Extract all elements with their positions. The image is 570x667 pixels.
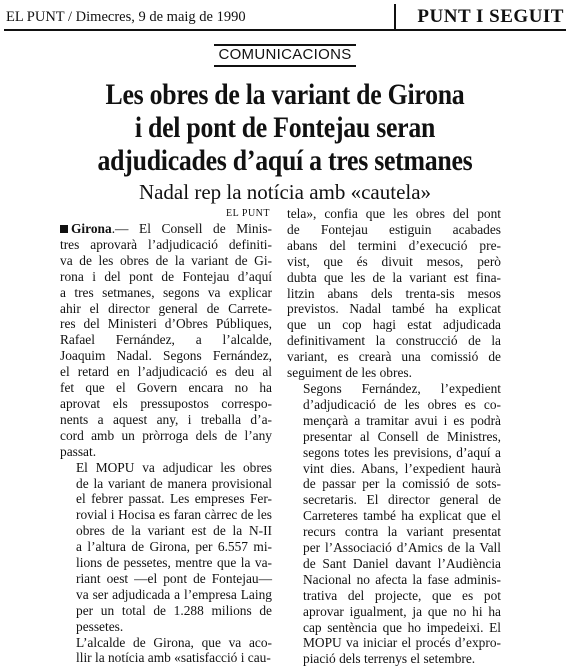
article-line: va de les obres de la variant de Gi-: [60, 252, 272, 268]
article-column-right: [287, 206, 501, 667]
article-line: a l’altura de Girona, per 6.557 mi-: [76, 539, 272, 555]
article-line: abans del termini d’execució pre-: [287, 237, 501, 253]
article-line: aprovat els pressupostos correspo-: [60, 395, 272, 411]
article-line: pessetes.: [76, 618, 124, 634]
article-line: cord amb un pròrroga dels de l’any: [60, 427, 272, 443]
masthead-section-title: PUNT I SEGUIT: [417, 6, 564, 27]
article-line: rovial i Hocisa es faran càrrec de les: [76, 507, 272, 523]
article-line: Nacional no afecta la fase adminis-: [303, 571, 501, 587]
article-paragraph: [287, 206, 501, 381]
headline-line-3: adjudicades d’aquí a tres setmanes: [97, 144, 473, 177]
paragraph-marker-square: [60, 225, 68, 233]
article-line: nents a aquest any, i treballa d’a-: [60, 411, 272, 427]
article-line: aprovar igualment, ja que no hi ha: [303, 603, 501, 619]
article-line: previstos. Nadal també ha explicat: [287, 301, 501, 317]
article-line: lions de pessetes, mentre que la va-: [76, 555, 272, 571]
article-line: variant, es crearà una comissió de: [287, 349, 501, 365]
section-label-wrap: [0, 44, 570, 67]
article-line: vint dies. Abans, l’expedient haurà: [303, 460, 501, 476]
article-line: tres aprovarà l’adjudicació definiti-: [60, 236, 272, 252]
masthead: [4, 6, 566, 30]
article-column-left: [60, 206, 272, 666]
subheadline: Nadal rep la notícia amb «cautela»: [138, 180, 432, 204]
article-line: vist, que és divuit mesos, però: [287, 253, 501, 269]
article-line: recurs contra la variant presentat: [303, 524, 501, 540]
article-line: llir la notícia amb «satisfacció i cau-: [76, 650, 271, 666]
article-line: L’alcalde de Girona, que va aco-: [76, 634, 272, 650]
headline: [49, 78, 522, 177]
article-line: que un cop hagi estat adjudicada: [287, 317, 501, 333]
article-line: cap sentència que ho impedeixi. El: [303, 619, 501, 635]
article-line: de Sant Daniel davant l’Audiència: [303, 555, 501, 571]
article-line: de la variant de manera provisional: [76, 475, 272, 491]
article-line: trativa del projecte, que es pot: [303, 587, 501, 603]
article-line: presentar al Consell de Ministres,: [303, 428, 501, 444]
article-line: dubta que les de la variant est fina-: [287, 269, 501, 285]
article-line: Girona.— El Consell de Minis-: [60, 221, 272, 237]
article-paragraph: [60, 460, 272, 635]
article-line: rona i del pont de Fontejau d’aquí: [60, 268, 272, 284]
article-line: Carreteres també ha explicat que el: [303, 508, 501, 524]
article-line: de passar per la comissió de sots-: [303, 476, 501, 492]
byline: EL PUNT: [226, 208, 270, 219]
article-line: per un total de 1.288 milions de: [76, 602, 272, 618]
article-line: El MOPU va adjudicar les obres: [76, 459, 272, 475]
article-line: definitivament la construcció de la: [287, 333, 501, 349]
article-line: res del Ministeri d’Obres Públiques,: [60, 316, 272, 332]
masthead-divider: [394, 4, 396, 29]
article-paragraph: [60, 635, 272, 667]
article-line: segons totes les previsions, d’aquí a: [303, 444, 501, 460]
article-line: fet que el Govern encara no ha: [60, 380, 272, 396]
article-line: el retard en l’adjudicació es deu al: [60, 364, 272, 380]
article-line: Joaquim Nadal. Segons Fernández,: [60, 348, 272, 364]
article-line: mençarà a tramitar avui i es podrà: [303, 412, 501, 428]
headline-line-1: Les obres de la variant de Girona: [105, 78, 465, 111]
masthead-rule: [4, 29, 566, 31]
article-line: Segons Fernández, l’expedient: [303, 380, 501, 396]
article-line: obres de la variant est de la N-II: [76, 523, 272, 539]
article-line: seguiment de les obres.: [287, 365, 412, 381]
headline-line-2: i del pont de Fontejau seran: [134, 111, 436, 144]
article-line: Rafael Fernández, a l’alcalde,: [60, 332, 272, 348]
article-line: el febrer passat. Les empreses Fer-: [76, 491, 272, 507]
article-line: ahir el director general de Carrete-: [60, 300, 272, 316]
article-line: riant oest —el pont de Fontejau—: [76, 570, 272, 586]
article-line: passat.: [60, 443, 97, 459]
article-line: va ser adjudicada a l’empresa Laing: [76, 586, 272, 602]
article-line: a tres setmanes, segons va explicar: [60, 284, 272, 300]
section-label: COMUNICACIONS: [214, 44, 355, 67]
article-line: per l’Associació d’Amics de la Vall: [303, 540, 501, 556]
article-line: litzin abans dels trenta-sis mesos: [287, 285, 501, 301]
article-line: piació dels terrenys el setembre.: [303, 651, 476, 667]
article-line: MOPU va iniciar el procés d’expro-: [303, 635, 501, 651]
article-line: tela», confia que les obres del pont: [287, 206, 501, 221]
dateline-place: Girona: [71, 221, 112, 236]
article-line: d’adjudicació de les obres es co-: [303, 396, 501, 412]
masthead-date: EL PUNT / Dimecres, 9 de maig de 1990: [6, 9, 246, 25]
article-line: de Fontejau estiguin acabades: [287, 221, 501, 237]
article-paragraph: [287, 381, 501, 667]
article-line: secretaris. El director general de: [303, 492, 501, 508]
article-paragraph: [60, 221, 272, 460]
